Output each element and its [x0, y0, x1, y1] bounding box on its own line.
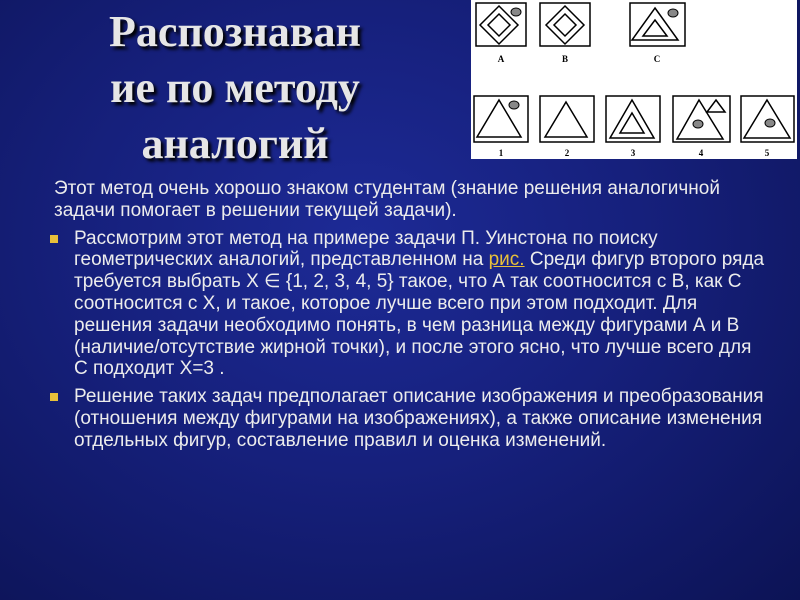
bullet-square-icon	[50, 393, 58, 401]
bullet-item-winston	[48, 228, 768, 381]
intro-paragraph: Этот метод очень хорошо знаком студентам (знание решения аналогичной задачи помогает в решении текущей задачи).	[54, 178, 720, 221]
figure-label-4: 4	[698, 148, 704, 158]
figure-c-dot	[668, 9, 678, 17]
figure-label-c: C	[653, 54, 661, 64]
figure-link[interactable]: рис.	[488, 249, 525, 271]
bullet-item-solution	[48, 386, 768, 451]
figure-label-5: 5	[764, 148, 770, 158]
figure-2-triangle	[545, 102, 587, 137]
bullet-square-icon	[50, 235, 58, 243]
figure-label-1: 1	[498, 148, 504, 158]
analogy-figure	[471, 0, 797, 159]
figure-5-triangle	[744, 100, 790, 138]
figure-a-dot	[511, 8, 521, 16]
figure-4-dot	[693, 120, 703, 128]
slide-body	[48, 178, 768, 458]
title-line-2: ие по методу	[110, 63, 360, 112]
analogy-figure-svg	[471, 0, 797, 159]
bullet-text-solution: Решение таких задач предполагает описание изображения и преобразования (отношения между фигурами на изображениях), а также описание изменения отдельных фигур, составление правил и оценка изменений.	[74, 386, 764, 451]
figure-c-inner-triangle	[643, 20, 667, 36]
figure-label-3: 3	[630, 148, 636, 158]
figure-4-triangle	[677, 100, 723, 139]
figure-4-small-triangle	[707, 100, 725, 112]
title-line-1: Распознаван	[109, 7, 361, 56]
bullet-text-part-1: Рассмотрим этот метод на примере задачи П. Уинстона по поиску геометрических аналогий, представленном на	[74, 227, 658, 271]
figure-b-inner-diamond	[554, 14, 576, 36]
slide-title	[40, 4, 430, 172]
figure-5-dot	[765, 119, 775, 127]
figure-1-dot	[509, 101, 519, 109]
figure-label-a: A	[497, 54, 505, 64]
bullet-text-part-2: Среди фигур второго ряда требуется выбрать Х ∈ {1, 2, 3, 4, 5} такое, что А так соотносится с В, как С соотносится с Х, и такое, которое лучше всего при этом подходит. Для решения задачи необходимо понять, в чем разница между фигурами А и В (наличие/отсутствие жирной точки), и после этого ясно, что лучше всего для С подходит Х=3 .	[74, 249, 765, 380]
figure-b-outer-diamond	[546, 6, 584, 44]
figure-a-inner-diamond	[488, 14, 510, 36]
figure-label-b: B	[561, 54, 569, 64]
title-line-3: аналогий	[141, 119, 329, 168]
figure-label-2: 2	[564, 148, 570, 158]
